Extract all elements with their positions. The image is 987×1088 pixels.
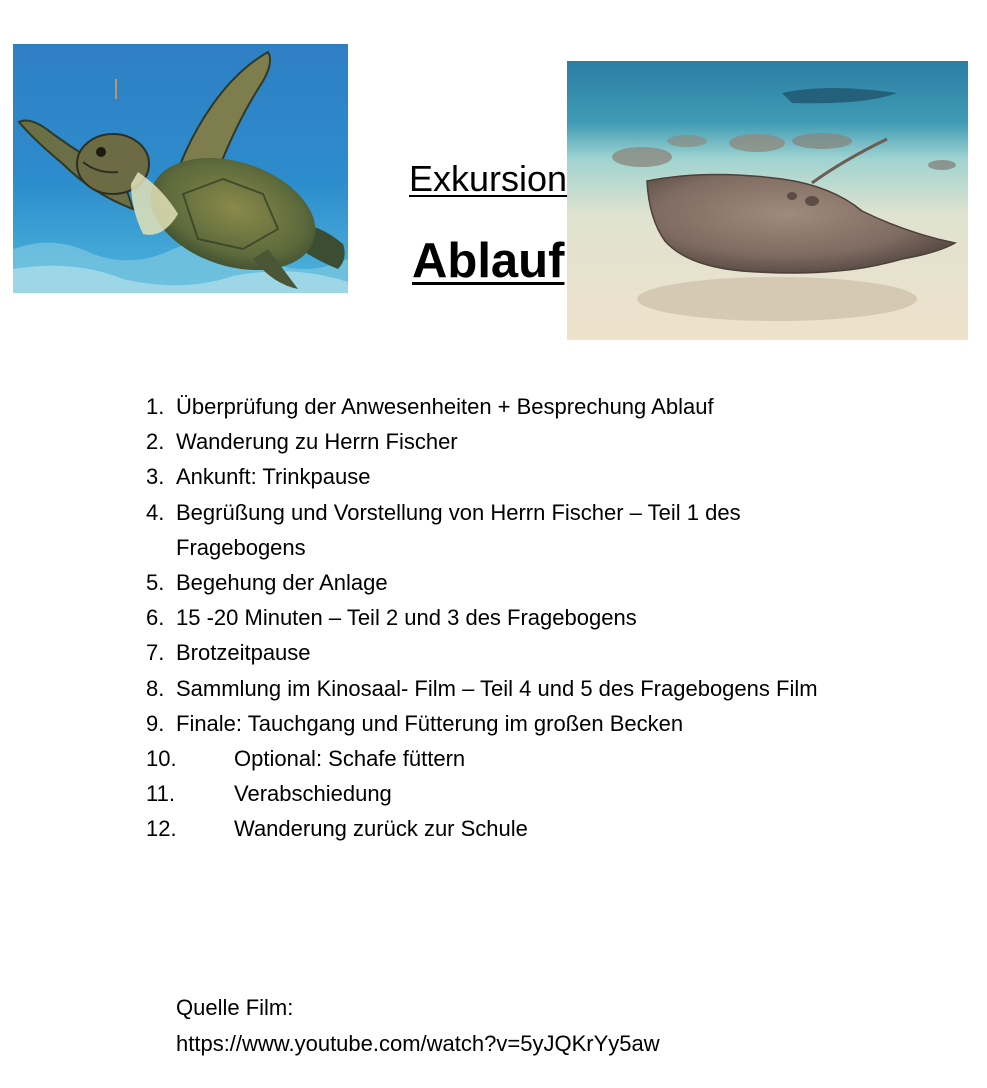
list-item [146, 389, 846, 424]
item-text: Brotzeitpause [176, 640, 311, 666]
page-subtitle: Exkursion [409, 158, 568, 199]
list-item [146, 635, 846, 670]
stingray-icon [567, 61, 968, 340]
item-text: Sammlung im Kinosaal- Film – Teil 4 und 5 des Fragebogens Film [176, 675, 818, 701]
item-text: Wanderung zu Herrn Fischer [176, 429, 458, 455]
list-item [146, 495, 846, 565]
list-item [146, 600, 846, 635]
agenda-list [146, 389, 846, 847]
item-text: Optional: Schafe füttern [234, 746, 466, 772]
sea-turtle-photo [13, 44, 348, 293]
source-block [176, 990, 660, 1062]
list-item [146, 776, 846, 811]
list-item [146, 741, 846, 776]
page-title: Ablauf [412, 234, 565, 288]
item-text: Begehung der Anlage [176, 570, 388, 596]
item-number: 9. [146, 710, 165, 736]
item-text: 15 -20 Minuten – Teil 2 und 3 des Fragebogens [176, 605, 637, 631]
list-item [146, 565, 846, 600]
item-text: Ankunft: Trinkpause [176, 464, 371, 490]
item-number: 6. [146, 605, 165, 631]
item-text: Überprüfung der Anwesenheiten + Besprechung Ablauf [176, 394, 714, 419]
item-text: Wanderung zurück zur Schule [234, 816, 528, 842]
stingray-photo [567, 61, 968, 340]
item-number: 3. [146, 464, 165, 490]
item-number: 12. [146, 816, 177, 842]
item-number: 4. [146, 499, 165, 525]
source-label: Quelle Film: [176, 995, 294, 1020]
item-number: 5. [146, 570, 165, 596]
list-item [146, 706, 846, 741]
list-item [146, 424, 846, 459]
list-item [146, 811, 846, 846]
item-text: Begrüßung und Vorstellung von Herrn Fischer – Teil 1 des Fragebogens [176, 499, 741, 560]
item-text: Finale: Tauchgang und Fütterung im großen Becken [176, 710, 684, 736]
source-url: https://www.youtube.com/watch?v=5yJQKrYy5aw [176, 1031, 660, 1056]
item-number: 1. [146, 394, 165, 419]
item-number: 8. [146, 675, 165, 701]
item-text: Verabschiedung [234, 781, 392, 807]
item-number: 11. [146, 781, 175, 807]
list-item [146, 459, 846, 494]
sea-turtle-icon [13, 44, 348, 293]
item-number: 10. [146, 746, 177, 772]
list-item [146, 671, 846, 706]
item-number: 2. [146, 429, 165, 455]
item-number: 7. [146, 640, 165, 666]
